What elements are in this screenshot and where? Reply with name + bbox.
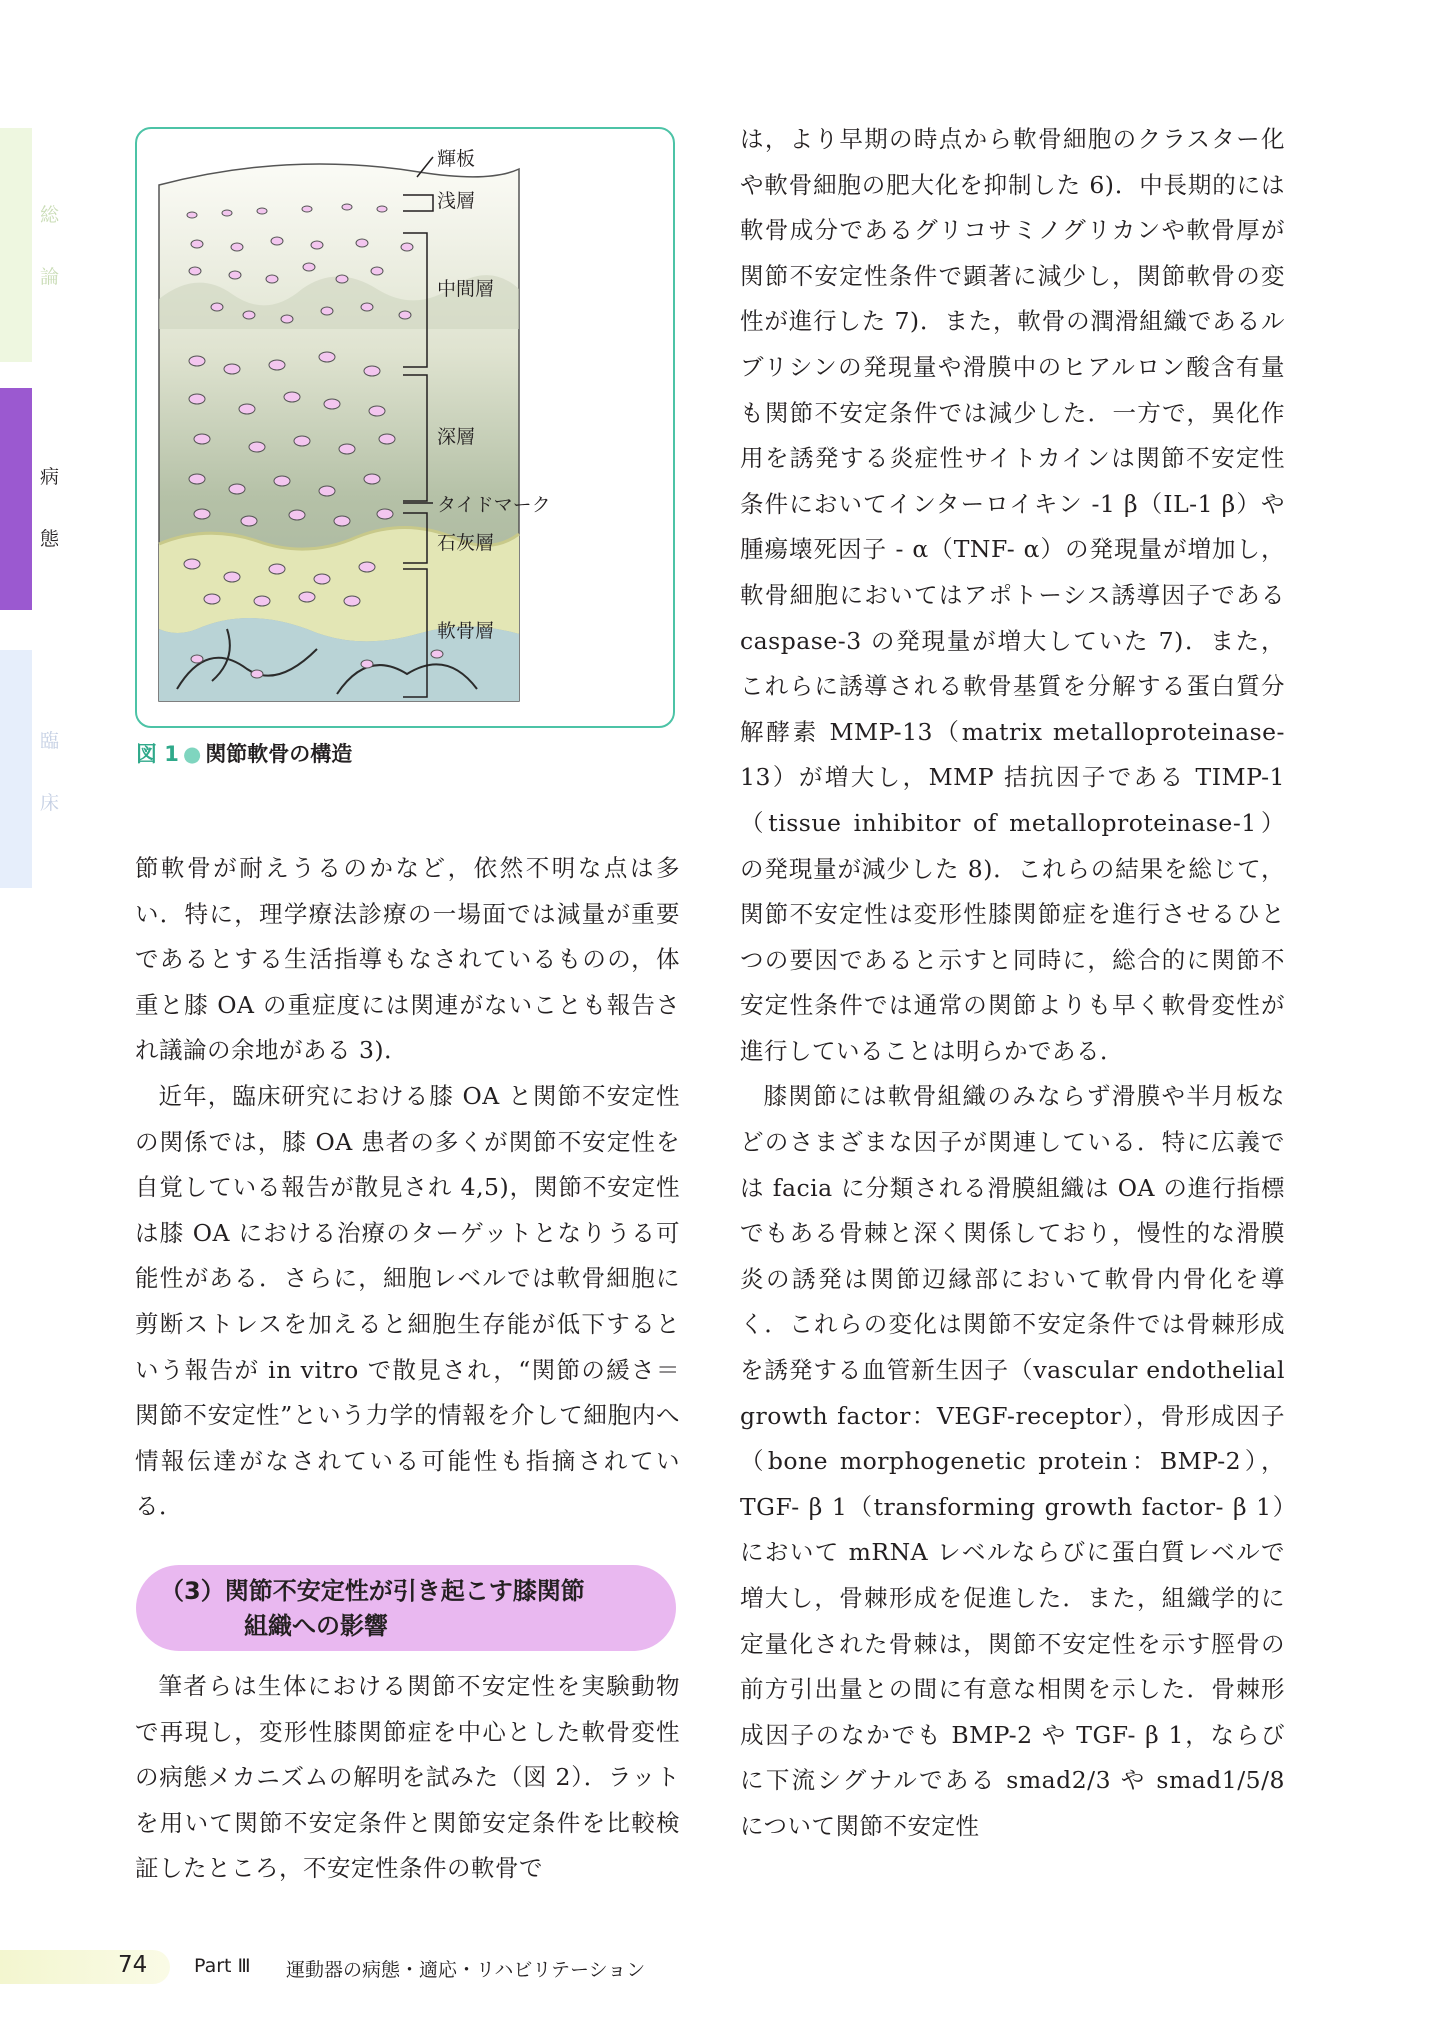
figure-1-caption <box>136 738 352 768</box>
label-calcified-layer: 石灰層 <box>437 532 495 554</box>
label-lamina: 輝板 <box>437 148 476 170</box>
side-tab-pathology-char2: 態 <box>40 528 60 550</box>
label-deep-layer: 深層 <box>437 426 476 448</box>
side-tab-pathology <box>0 388 32 610</box>
left-column-bottom <box>135 1664 680 1892</box>
label-middle-layer: 中間層 <box>437 278 495 300</box>
page-number: 74 <box>118 1952 148 1978</box>
label-subchondral-layer: 軟骨層 <box>437 620 495 642</box>
side-tab-pathology-char1: 病 <box>40 466 60 488</box>
side-tab-overview-char1: 総 <box>40 204 60 226</box>
label-tidemark: タイドマーク <box>437 494 551 516</box>
caption-bullet-icon: ● <box>182 742 202 766</box>
figure-title: 関節軟骨の構造 <box>205 742 353 766</box>
paragraph: 近年，臨床研究における膝 OA と関節不安定性の関係では，膝 OA 患者の多くが関節不安定性を自覚している報告が散見され 4,5)，関節不安定性は膝 OA における治療のターゲットとなりうる可能性がある．さらに，細胞レベルでは軟骨細胞に剪断ストレスを加えると細胞生存能が低下するという報告が in vitro で散見され，“関節の緩さ＝関節不安定性”という力学的情報を介して細胞内へ情報伝達がなされている可能性も指摘されている． <box>135 1081 680 1521</box>
footer-title: 運動器の病態・適応・リハビリテーション <box>286 1959 646 1981</box>
paragraph: 筆者らは生体における関節不安定性を実験動物で再現し，変形性膝関節症を中心とした軟骨変性の病態メカニズムの解明を試みた（図 2）．ラットを用いて関節不安定条件と関節安定条件を比較検証したところ，不安定性条件の軟骨で <box>135 1672 680 1883</box>
cartilage-structure-illustration <box>137 129 673 726</box>
figure-number: 図 1 <box>136 742 179 766</box>
side-tab-clinical <box>0 650 32 888</box>
right-column <box>740 117 1285 1850</box>
side-tab-clinical-char2: 床 <box>40 792 60 814</box>
figure-1-box <box>135 127 675 728</box>
side-tab-overview-char2: 論 <box>40 266 60 288</box>
left-column-top <box>135 846 680 1530</box>
paragraph: 膝関節には軟骨組織のみならず滑膜や半月板などのさまざまな因子が関連している．特に広義では facia に分類される滑膜組織は OA の進行指標でもある骨棘と深く関係しており，慢性的な滑膜炎の誘発は関節辺縁部において軟骨内骨化を導く．これらの変化は関節不安定条件では骨棘形成を誘発する血管新生因子（vascular endothelial growth factor：VEGF-receptor），骨形成因子（bone morphogenetic protein：BMP-2），TGF- β 1（transforming growth factor- β 1）において mRNA レベルならびに蛋白質レベルで増大し，骨棘形成を促進した．また，組織学的に定量化された骨棘は，関節不安定性を示す脛骨の前方引出量との間に有意な相関を示した．骨棘形成因子のなかでも BMP-2 や TGF- β 1，ならびに下流シグナルである smad2/3 や smad1/5/8 について関節不安定性 <box>740 1082 1285 1840</box>
section-heading-line2: 組織への影響 <box>244 1612 388 1640</box>
section-heading-line1: （3）関節不安定性が引き起こす膝関節 <box>160 1577 585 1605</box>
section-heading-3 <box>136 1565 676 1651</box>
paragraph: 節軟骨が耐えうるのかなど，依然不明な点は多い．特に，理学療法診療の一場面では減量が重要であるとする生活指導もなされているものの，体重と膝 OA の重症度には関連がないことも報告され議論の余地がある 3)． <box>135 854 680 1065</box>
footer-part: Part Ⅲ <box>194 1955 251 1977</box>
paragraph: は，より早期の時点から軟骨細胞のクラスター化や軟骨細胞の肥大化を抑制した 6)．中長期的には軟骨成分であるグリコサミノグリカンや軟骨厚が関節不安定性条件で顕著に減少し，関節軟骨の変性が進行した 7)．また，軟骨の潤滑組織であるルブリシンの発現量や滑膜中のヒアルロン酸含有量も関節不安定条件では減少した．一方で，異化作用を誘発する炎症性サイトカインは関節不安定性条件においてインターロイキン -1 β（IL-1 β）や腫瘍壊死因子 - α（TNF- α）の発現量が増加し，軟骨細胞においてはアポトーシス誘導因子である caspase-3 の発現量が増大していた 7)．また，これらに誘導される軟骨基質を分解する蛋白質分解酵素 MMP-13（matrix metalloproteinase-13）が増大し，MMP 拮抗因子である TIMP-1（tissue inhibitor of metalloproteinase-1）の発現量が減少した 8)．これらの結果を総じて，関節不安定性は変形性膝関節症を進行させるひとつの要因であると示すと同時に，総合的に関節不安定性条件では通常の関節よりも早く軟骨変性が進行していることは明らかである． <box>740 125 1285 1065</box>
side-tab-clinical-char1: 臨 <box>40 730 60 752</box>
side-tab-overview <box>0 128 32 362</box>
label-superficial-layer: 浅層 <box>437 190 476 212</box>
